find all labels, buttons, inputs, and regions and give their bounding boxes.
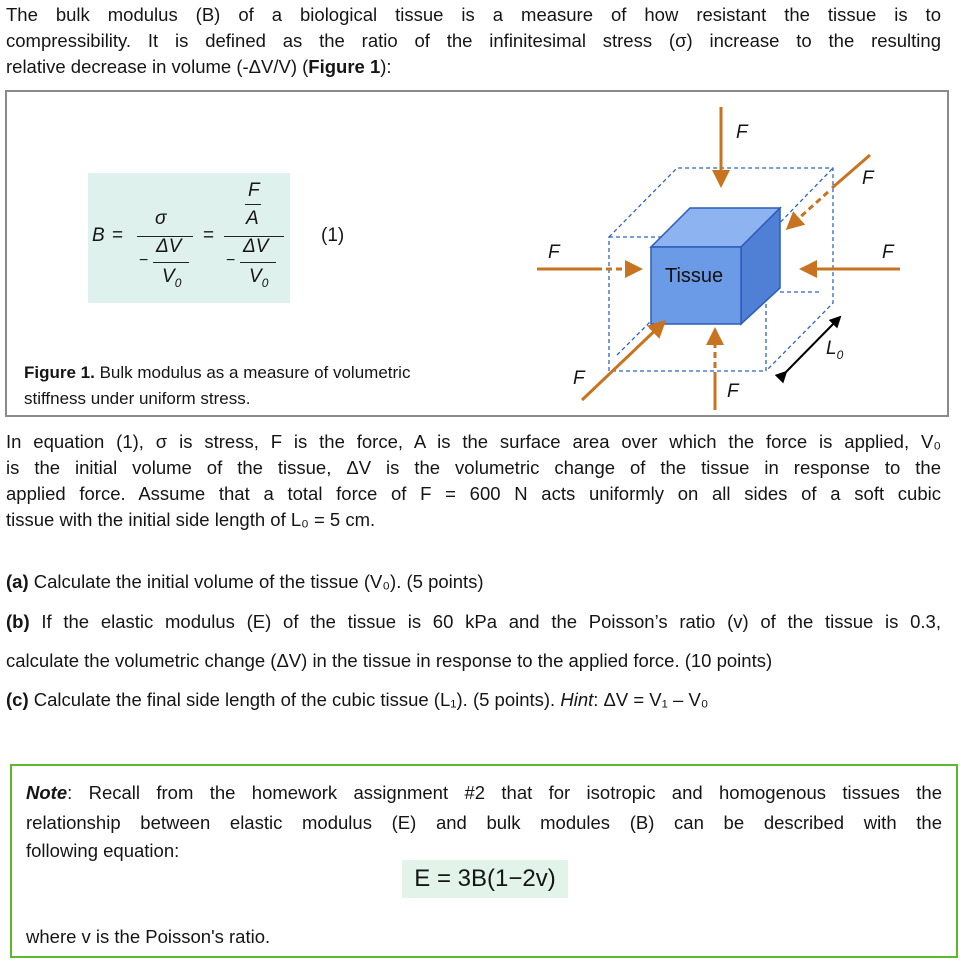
intro-line: The bulk modulus (B) of a biological tissue is a measure of how resistant the tissue is to — [6, 4, 941, 25]
eq-b: B — [92, 225, 105, 246]
hint-label: Hint — [560, 689, 594, 710]
hint-text: : ΔV = V₁ – V₀ — [593, 689, 709, 710]
eq-dv: ΔV — [243, 236, 269, 257]
note-footer: where v is the Poisson's ratio. — [26, 926, 271, 947]
v: V — [162, 266, 175, 287]
caption-label: Figure 1. — [24, 363, 95, 382]
l: L — [826, 338, 837, 359]
question-b-cont — [6, 650, 772, 672]
q-text: If the elastic modulus (E) of the tissue is 60 kPa and the Poisson’s ratio (v) of the tissue is 0.3, — [29, 611, 941, 632]
q-text: calculate the volumetric change (ΔV) in the tissue in response to the applied force. (10 points) — [6, 650, 773, 671]
eq-f: F — [248, 180, 260, 201]
question-c — [6, 689, 708, 711]
force-label: F — [862, 168, 874, 189]
note-box — [10, 764, 958, 958]
body-paragraph — [6, 429, 941, 533]
text: ): — [380, 56, 392, 77]
eq-a: A — [246, 208, 259, 229]
body-line: applied force. Assume that a total force of F = 600 N acts uniformly on all sides of a soft cubic — [6, 483, 941, 504]
sub: 0 — [261, 275, 269, 290]
note-line — [26, 778, 942, 808]
note-line: relationship between elastic modulus (E) and bulk modules (B) can be described with the — [26, 812, 942, 833]
question-b — [6, 611, 941, 633]
sub: 0 — [174, 275, 182, 290]
length-label — [826, 338, 843, 362]
body-line: tissue with the initial side length of L₀ = 5 cm. — [6, 509, 376, 530]
eq-sign: = — [203, 225, 215, 246]
intro-line: compressibility. It is defined as the ratio of the infinitesimal stress (σ) increase to the resulting — [6, 30, 941, 51]
q-label: (c) — [6, 689, 29, 710]
figure-ref: Figure 1 — [308, 56, 381, 77]
eq-minus: − — [139, 252, 149, 269]
caption-text: Bulk modulus as a measure of volumetric — [94, 363, 411, 382]
q-label: (a) — [6, 571, 29, 592]
q-text: Calculate the final side length of the cubic tissue (L₁). (5 points). — [28, 689, 561, 710]
note-equation: E = 3B(1−2v) — [402, 860, 568, 898]
text: relative decrease in volume (-ΔV/V) ( — [6, 56, 309, 77]
sub: 0 — [836, 347, 844, 362]
body-line: is the initial volume of the tissue, ΔV is the volumetric change of the tissue in response to the — [6, 457, 941, 478]
note-text: : Recall from the homework assignment #2 that for isotropic and homogenous tissues the — [67, 782, 942, 803]
force-label: F — [573, 368, 585, 389]
force-label: F — [727, 381, 739, 402]
question-a — [6, 571, 484, 593]
eq-dv: ΔV — [156, 236, 182, 257]
note-label: Note — [26, 782, 68, 803]
v: V — [249, 266, 262, 287]
eq-number: (1) — [321, 225, 345, 246]
force-label: F — [736, 122, 748, 143]
force-label: F — [882, 242, 894, 263]
force-label: F — [548, 242, 560, 263]
q-text: Calculate the initial volume of the tissue (V₀). (5 points) — [28, 571, 484, 592]
q-label: (b) — [6, 611, 30, 632]
eq-sigma: σ — [155, 208, 167, 229]
eq-sign: = — [112, 225, 124, 246]
tissue-label: Tissue — [665, 265, 724, 287]
eq-minus: − — [226, 252, 236, 269]
note-line: following equation: — [26, 840, 180, 861]
caption-text: stiffness under uniform stress. — [24, 389, 251, 408]
body-line: In equation (1), σ is stress, F is the force, A is the surface area over which the force is applied, V₀ — [6, 431, 941, 452]
